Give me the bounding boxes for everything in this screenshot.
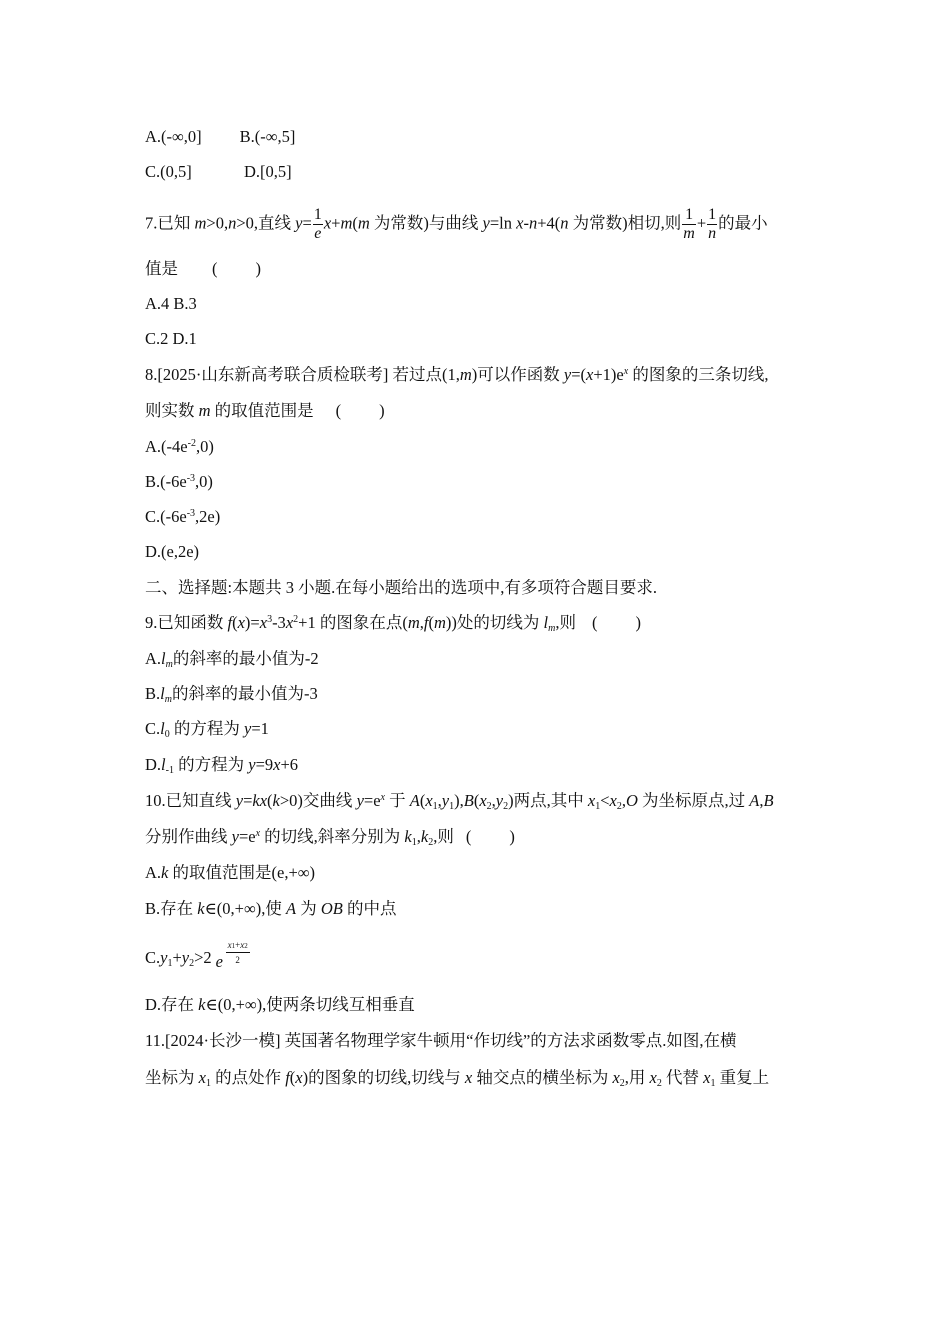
q9-option-b[interactable]: $B.l_m$的斜率的最小值为-3 <box>145 684 318 705</box>
q6-options-row2 <box>145 161 292 183</box>
exponent-fraction: x1+x2 2 <box>227 940 248 965</box>
q11-stem-line1: 11.[2024·长沙一模] 英国著名物理学家牛顿用“作切线”的方法求函数零点.如图,在横 <box>145 1031 737 1050</box>
q8-option-d[interactable]: D.(e,2e) <box>145 542 200 561</box>
q7-stem-line2: 值是 ( ) <box>145 259 261 278</box>
q10-option-b[interactable]: B.存在 k∈(0,+∞),使 A 为 OB 的中点 <box>145 899 397 918</box>
q8-option-a[interactable]: $A.(-4e^{-2},0)$ <box>145 437 214 456</box>
q8-source: [2025·山东新高考联合质检联考] <box>157 365 389 384</box>
q9-option-c[interactable]: $C.l_0$ 的方程为 y=1 <box>145 719 269 740</box>
q8-stem-line2: 则实数 m 的取值范围是 ( ) <box>145 401 385 420</box>
q8-stem-line1: 8.[2025·山东新高考联合质检联考] 若过点(1,m)可以作函数 $y=(x+1)e^x$ 的图象的三条切线, <box>145 365 769 384</box>
q10-option-a[interactable]: A.k 的取值范围是(e,+∞) <box>145 863 316 882</box>
q8-option-c[interactable]: $C.(-6e^{-3},2e)$ <box>145 507 221 526</box>
section-2-heading: 二、选择题:本题共 3 小题.在每小题给出的选项中,有多项符合题目要求. <box>145 578 657 597</box>
q6-options-row1 <box>145 126 295 148</box>
fraction-1-over-n: $\frac{1}{n}$ <box>708 206 717 242</box>
q7-options-ab[interactable]: A.4 B.3 <box>145 294 197 313</box>
q11-source: [2024·长沙一模] <box>165 1031 281 1050</box>
q10-option-d[interactable]: D.存在 k∈(0,+∞),使两条切线互相垂直 <box>145 995 415 1014</box>
q7-stem-line1: 7.已知 m>0,n>0,直线 y= $\frac{1}{e}$ x+m(m 为常数)与曲线 y=ln x-n+4(n 为常数)相切,则 $\frac{1}{m}$ + $\frac{1}{n}$ 的最小 <box>145 206 768 242</box>
q10-stem-line1: 10.已知直线 y=kx(k>0)交曲线 $y=e^x$ 于 $A(x_1,y_1),B(x_2,y_2)$两点,其中 $x_1<x_2,O$ 为坐标原点,过 A,B <box>145 791 774 812</box>
q6-option-c[interactable]: C.(0,5] <box>145 162 192 181</box>
q11-stem-line2: 坐标为 $x_1$ 的点处作 f(x)的图象的切线,切线与 x 轴交点的横坐标为 $x_2$,用 $x_2$ 代替 $x_1$ 重复上 <box>145 1068 770 1089</box>
q6-option-b[interactable]: B.(-∞,5] <box>239 127 296 146</box>
q9-option-d[interactable]: $D.l_{-1}$ 的方程为 y=9x+6 <box>145 755 299 776</box>
q8-option-b[interactable]: $B.(-6e^{-3},0)$ <box>145 472 213 491</box>
q6-option-a[interactable]: A.(-∞,0] <box>145 127 202 146</box>
q6-option-d[interactable]: D.[0,5] <box>244 162 292 181</box>
fraction-1-over-m: $\frac{1}{m}$ <box>683 206 695 242</box>
q10-stem-line2: 分别作曲线 $y=e^x$ 的切线,斜率分别为 $k_1,k_2$,则 ( ) <box>145 827 515 848</box>
q9-option-a[interactable]: $A.l_m$的斜率的最小值为-2 <box>145 649 319 670</box>
fraction-1-over-e: $\frac{1}{e}$ <box>313 206 322 242</box>
q7-options-cd[interactable]: C.2 D.1 <box>145 329 197 348</box>
q10-option-c[interactable]: $C.y_1+y_2>2$ e x1+x2 2 <box>145 941 252 977</box>
q9-stem: 9.已知函数 $f(x)=x^3-3x^2+1$ 的图象在点(m,f(m))处的切线为 $l_m$,则 ( ) <box>145 613 641 634</box>
